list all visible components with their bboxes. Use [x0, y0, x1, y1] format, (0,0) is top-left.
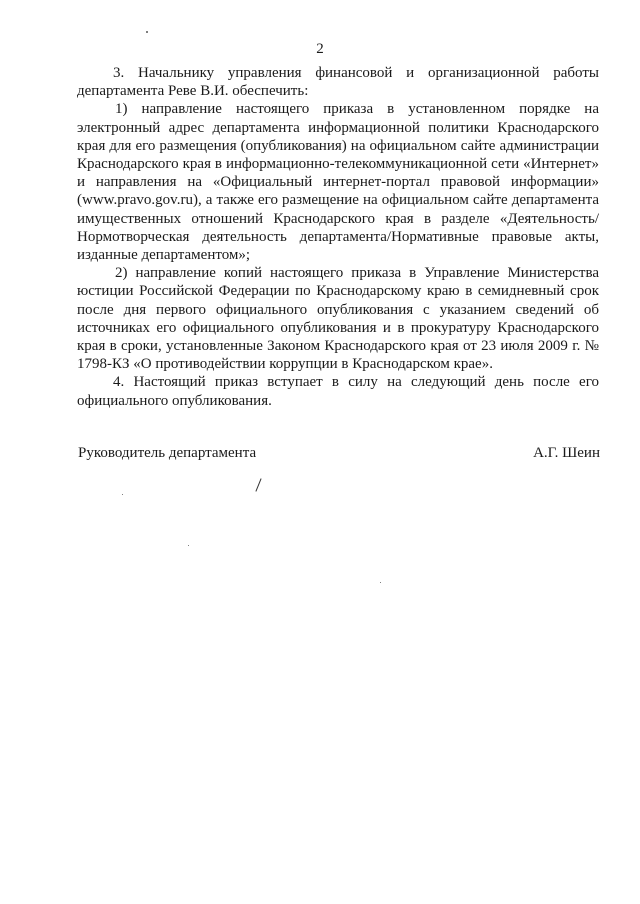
paragraph-3: 3. Начальнику управления финансовой и организационной работы департамента Реве В.И. обеспечить:	[77, 65, 599, 100]
document-body	[77, 64, 599, 410]
signatory-position: Руководитель департамента	[78, 445, 257, 461]
scan-speck	[380, 582, 381, 583]
paragraph-4: 4. Настоящий приказ вступает в силу на следующий день после его официального опубликования.	[77, 374, 599, 409]
scan-speck	[188, 545, 189, 546]
scan-speck	[146, 31, 148, 33]
paragraph-3-1: 1) направление настоящего приказа в установленном порядке на электронный адрес департамента информационной политики Краснодарского края для его размещения (опубликования) на официальном сайте администрации Краснодарского края в информационно-телекоммуникационной сети «Интернет» и направления на «Официальный интернет-портал правовой информации» (www.pravo.gov.ru), а также его размещение на официальном сайте департамента имущественных отношений Краснодарского края в разделе «Деятельность/Нормотворческая деятельность департамента/Нормативные правовые акты, изданные департаментом»;	[77, 101, 599, 264]
scan-stroke-mark	[255, 478, 261, 491]
page-number: 2	[316, 41, 324, 57]
signatory-name: А.Г. Шеин	[533, 445, 600, 461]
signature-block	[78, 444, 600, 462]
paragraph-3-2: 2) направление копий настоящего приказа в Управление Министерства юстиции Российской Федерации по Краснодарскому краю в семидневный срок после дня первого официального опубликования с указанием сведений об источниках его официального опубликования и в прокуратуру Краснодарского края в сроки, установленные Законом Краснодарского края от 23 июля 2009 г. № 1798-КЗ «О противодействии коррупции в Краснодарском крае».	[77, 265, 599, 373]
scan-speck	[122, 494, 123, 495]
